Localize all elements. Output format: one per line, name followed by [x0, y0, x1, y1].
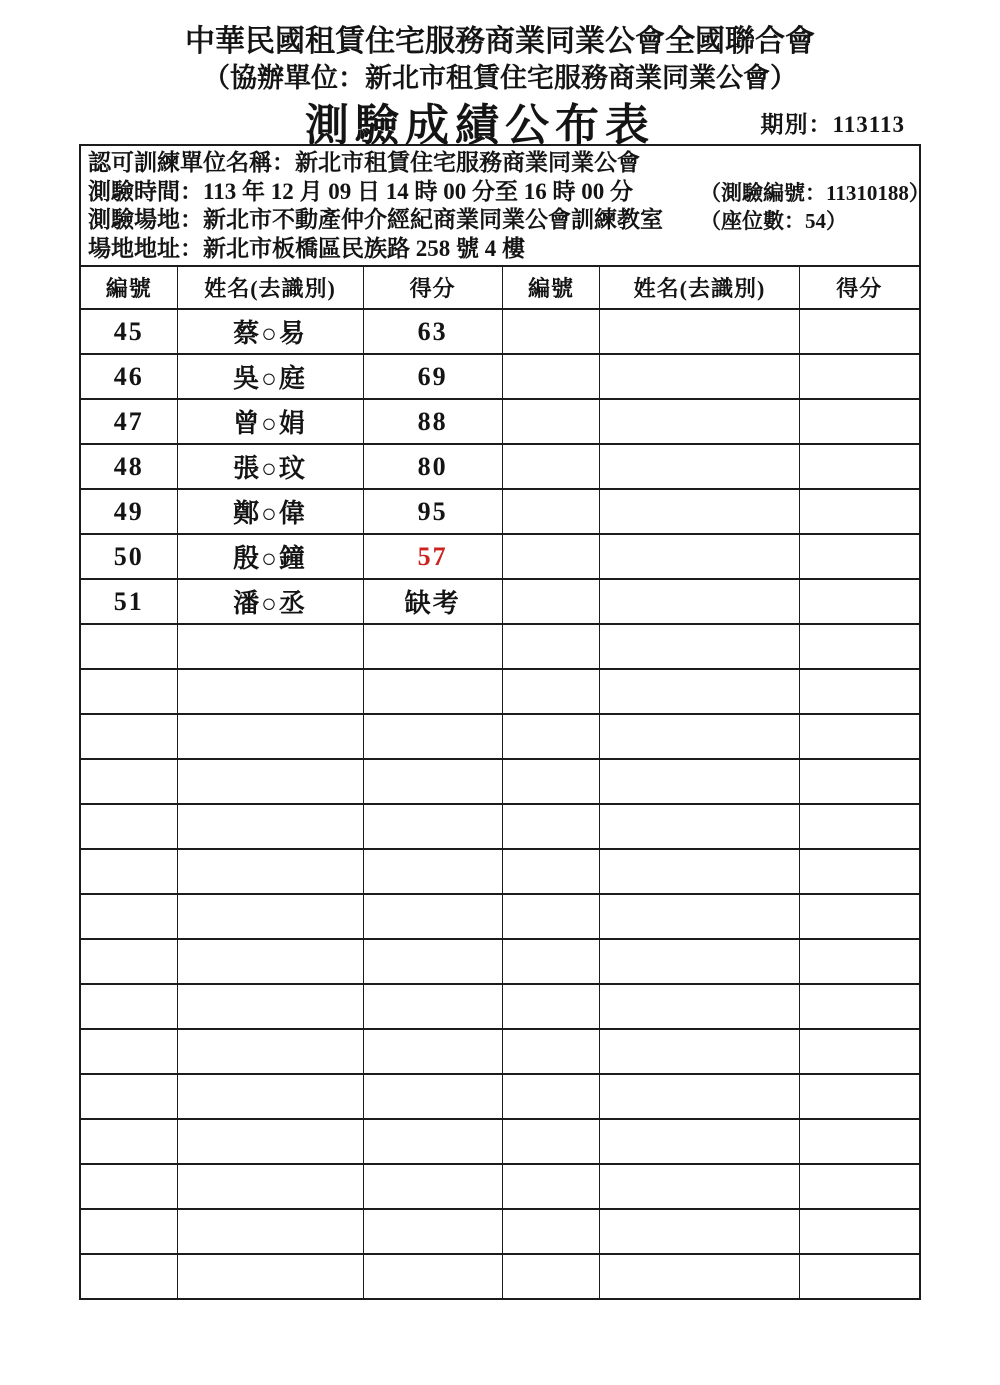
- cell-name: [177, 939, 363, 984]
- cell-score: [363, 1029, 502, 1074]
- cell-name-2: [600, 1074, 799, 1119]
- cell-name-2: [600, 444, 799, 489]
- cell-score: [363, 1119, 502, 1164]
- cell-score: 57: [363, 534, 502, 579]
- cell-number: [80, 1209, 177, 1254]
- table-row: [80, 534, 920, 579]
- cell-number: 51: [80, 579, 177, 624]
- cell-name: 殷○鐘: [177, 534, 363, 579]
- cell-number: 49: [80, 489, 177, 534]
- cell-name: [177, 1209, 363, 1254]
- col-header-score-2: 得分: [799, 266, 920, 309]
- table-row: [80, 894, 920, 939]
- cell-score-2: [799, 714, 920, 759]
- cell-score-2: [799, 444, 920, 489]
- cell-name-2: [600, 624, 799, 669]
- cell-score: [363, 984, 502, 1029]
- table-row: [80, 714, 920, 759]
- cell-score-2: [799, 579, 920, 624]
- cell-name: [177, 1119, 363, 1164]
- cell-score-2: [799, 1209, 920, 1254]
- doc-title: 測驗成績公布表: [305, 101, 655, 150]
- cell-name-2: [600, 849, 799, 894]
- cell-score: [363, 1209, 502, 1254]
- cell-number-2: [502, 939, 600, 984]
- cell-score-2: [799, 624, 920, 669]
- cell-score: 69: [363, 354, 502, 399]
- exam-info-box: [79, 144, 930, 265]
- cell-name: 蔡○易: [177, 309, 363, 354]
- cell-score-2: [799, 534, 920, 579]
- cell-number-2: [502, 1029, 600, 1074]
- cell-score-2: [799, 804, 920, 849]
- cell-name: 張○玟: [177, 444, 363, 489]
- cell-name: [177, 714, 363, 759]
- cell-score-2: [799, 489, 920, 534]
- cell-number: 47: [80, 399, 177, 444]
- col-header-score: 得分: [363, 266, 502, 309]
- cell-score-2: [799, 1074, 920, 1119]
- table-row: [80, 939, 920, 984]
- table-row: [80, 759, 920, 804]
- cell-number-2: [502, 1164, 600, 1209]
- cell-score: [363, 1164, 502, 1209]
- cell-number-2: [502, 714, 600, 759]
- cell-name-2: [600, 489, 799, 534]
- cell-score-2: [799, 309, 920, 354]
- cell-score-2: [799, 354, 920, 399]
- cell-name-2: [600, 1029, 799, 1074]
- cell-score: 80: [363, 444, 502, 489]
- org-title: 中華民國租賃住宅服務商業同業公會全國聯合會: [185, 25, 815, 58]
- cell-number-2: [502, 489, 600, 534]
- cell-name: 鄭○偉: [177, 489, 363, 534]
- table-row: [80, 1029, 920, 1074]
- cell-name: [177, 1254, 363, 1299]
- cell-name-2: [600, 1209, 799, 1254]
- cell-number: [80, 849, 177, 894]
- cell-number-2: [502, 1254, 600, 1299]
- score-table: [79, 265, 921, 1300]
- cell-number: [80, 759, 177, 804]
- cell-number-2: [502, 399, 600, 444]
- col-header-name-2: 姓名(去識別): [600, 266, 799, 309]
- cell-number: [80, 1029, 177, 1074]
- cell-number-2: [502, 444, 600, 489]
- table-row: [80, 624, 920, 669]
- col-header-number: 編號: [80, 266, 177, 309]
- table-row: [80, 1254, 920, 1299]
- cell-score: [363, 624, 502, 669]
- table-row: [80, 849, 920, 894]
- cell-name: [177, 804, 363, 849]
- doc-title-row: [79, 95, 921, 150]
- table-row: [80, 1074, 920, 1119]
- cell-name: 潘○丞: [177, 579, 363, 624]
- info-line-address: [88, 235, 919, 264]
- score-table-body: [80, 309, 920, 1299]
- cell-number: 50: [80, 534, 177, 579]
- venue-text: 測驗場地：新北市不動產仲介經紀商業同業公會訓練教室: [88, 207, 663, 232]
- table-row: [80, 309, 920, 354]
- cell-score-2: [799, 759, 920, 804]
- cell-name: [177, 759, 363, 804]
- table-row: [80, 579, 920, 624]
- unit-text: 認可訓練單位名稱：新北市租賃住宅服務商業同業公會: [88, 150, 640, 175]
- cell-score: [363, 849, 502, 894]
- col-header-number-2: 編號: [502, 266, 600, 309]
- table-row: [80, 354, 920, 399]
- table-row: [80, 1119, 920, 1164]
- cell-score: [363, 894, 502, 939]
- table-row: [80, 489, 920, 534]
- exam-number-note: （測驗編號：11310188）: [700, 180, 930, 205]
- cell-score: [363, 714, 502, 759]
- cell-score-2: [799, 849, 920, 894]
- cell-number: [80, 669, 177, 714]
- cell-name-2: [600, 984, 799, 1029]
- cell-name: 吳○庭: [177, 354, 363, 399]
- cell-name-2: [600, 354, 799, 399]
- cell-number-2: [502, 759, 600, 804]
- cell-score-2: [799, 984, 920, 1029]
- cell-name-2: [600, 714, 799, 759]
- cell-score-2: [799, 1029, 920, 1074]
- cell-score: 63: [363, 309, 502, 354]
- table-header-row: [80, 266, 920, 309]
- cell-number: 45: [80, 309, 177, 354]
- table-row: [80, 399, 920, 444]
- cell-score: [363, 1074, 502, 1119]
- table-row: [80, 444, 920, 489]
- cell-score-2: [799, 399, 920, 444]
- info-line-unit: [88, 149, 919, 178]
- table-row: [80, 984, 920, 1029]
- cell-number-2: [502, 984, 600, 1029]
- cell-name-2: [600, 399, 799, 444]
- cell-number: [80, 939, 177, 984]
- cell-name: 曾○娟: [177, 399, 363, 444]
- document-sheet: [79, 0, 930, 1300]
- cell-number: [80, 624, 177, 669]
- cell-score: 95: [363, 489, 502, 534]
- cell-number-2: [502, 624, 600, 669]
- cell-name: [177, 1074, 363, 1119]
- cell-score-2: [799, 669, 920, 714]
- cell-name-2: [600, 1119, 799, 1164]
- cell-number: [80, 1119, 177, 1164]
- cell-score-2: [799, 1254, 920, 1299]
- co-organizer-subtitle: （協辦單位：新北市租賃住宅服務商業同業公會）: [203, 63, 797, 93]
- cell-name-2: [600, 1254, 799, 1299]
- col-header-name: 姓名(去識別): [177, 266, 363, 309]
- cell-name-2: [600, 759, 799, 804]
- cell-number-2: [502, 1074, 600, 1119]
- cell-score: [363, 939, 502, 984]
- cell-name: [177, 894, 363, 939]
- cell-number-2: [502, 534, 600, 579]
- cell-number-2: [502, 354, 600, 399]
- cell-score-2: [799, 939, 920, 984]
- table-row: [80, 1209, 920, 1254]
- cell-number: [80, 804, 177, 849]
- cell-name-2: [600, 579, 799, 624]
- cell-name-2: [600, 669, 799, 714]
- seat-count-note: （座位數：54）: [700, 209, 847, 233]
- info-line-time: [88, 178, 930, 207]
- cell-name-2: [600, 939, 799, 984]
- table-row: [80, 1164, 920, 1209]
- table-row: [80, 804, 920, 849]
- period-label: 期別：113113: [760, 112, 905, 137]
- cell-number-2: [502, 804, 600, 849]
- cell-name: [177, 1029, 363, 1074]
- cell-number: [80, 714, 177, 759]
- cell-name-2: [600, 534, 799, 579]
- address-text: 場地地址：新北市板橋區民族路 258 號 4 樓: [88, 235, 525, 261]
- cell-score: 88: [363, 399, 502, 444]
- cell-score: [363, 759, 502, 804]
- cell-number: 48: [80, 444, 177, 489]
- cell-number-2: [502, 309, 600, 354]
- cell-name: [177, 984, 363, 1029]
- table-row: [80, 669, 920, 714]
- cell-number-2: [502, 579, 600, 624]
- cell-number-2: [502, 669, 600, 714]
- cell-name: [177, 669, 363, 714]
- cell-number-2: [502, 894, 600, 939]
- cell-number-2: [502, 849, 600, 894]
- cell-score-2: [799, 894, 920, 939]
- cell-name: [177, 849, 363, 894]
- cell-number-2: [502, 1209, 600, 1254]
- cell-name-2: [600, 309, 799, 354]
- cell-number: [80, 984, 177, 1029]
- cell-score: [363, 669, 502, 714]
- cell-name-2: [600, 1164, 799, 1209]
- time-text: 測驗時間：113 年 12 月 09 日 14 時 00 分至 16 時 00 分: [88, 178, 633, 204]
- cell-name-2: [600, 894, 799, 939]
- cell-name-2: [600, 804, 799, 849]
- cell-name: [177, 624, 363, 669]
- cell-score: 缺考: [363, 579, 502, 624]
- cell-number: 46: [80, 354, 177, 399]
- info-line-venue: [88, 206, 919, 235]
- cell-score: [363, 804, 502, 849]
- cell-number: [80, 1254, 177, 1299]
- cell-number: [80, 1074, 177, 1119]
- cell-number: [80, 1164, 177, 1209]
- cell-number-2: [502, 1119, 600, 1164]
- cell-score-2: [799, 1119, 920, 1164]
- cell-number: [80, 894, 177, 939]
- cell-name: [177, 1164, 363, 1209]
- cell-score: [363, 1254, 502, 1299]
- cell-score-2: [799, 1164, 920, 1209]
